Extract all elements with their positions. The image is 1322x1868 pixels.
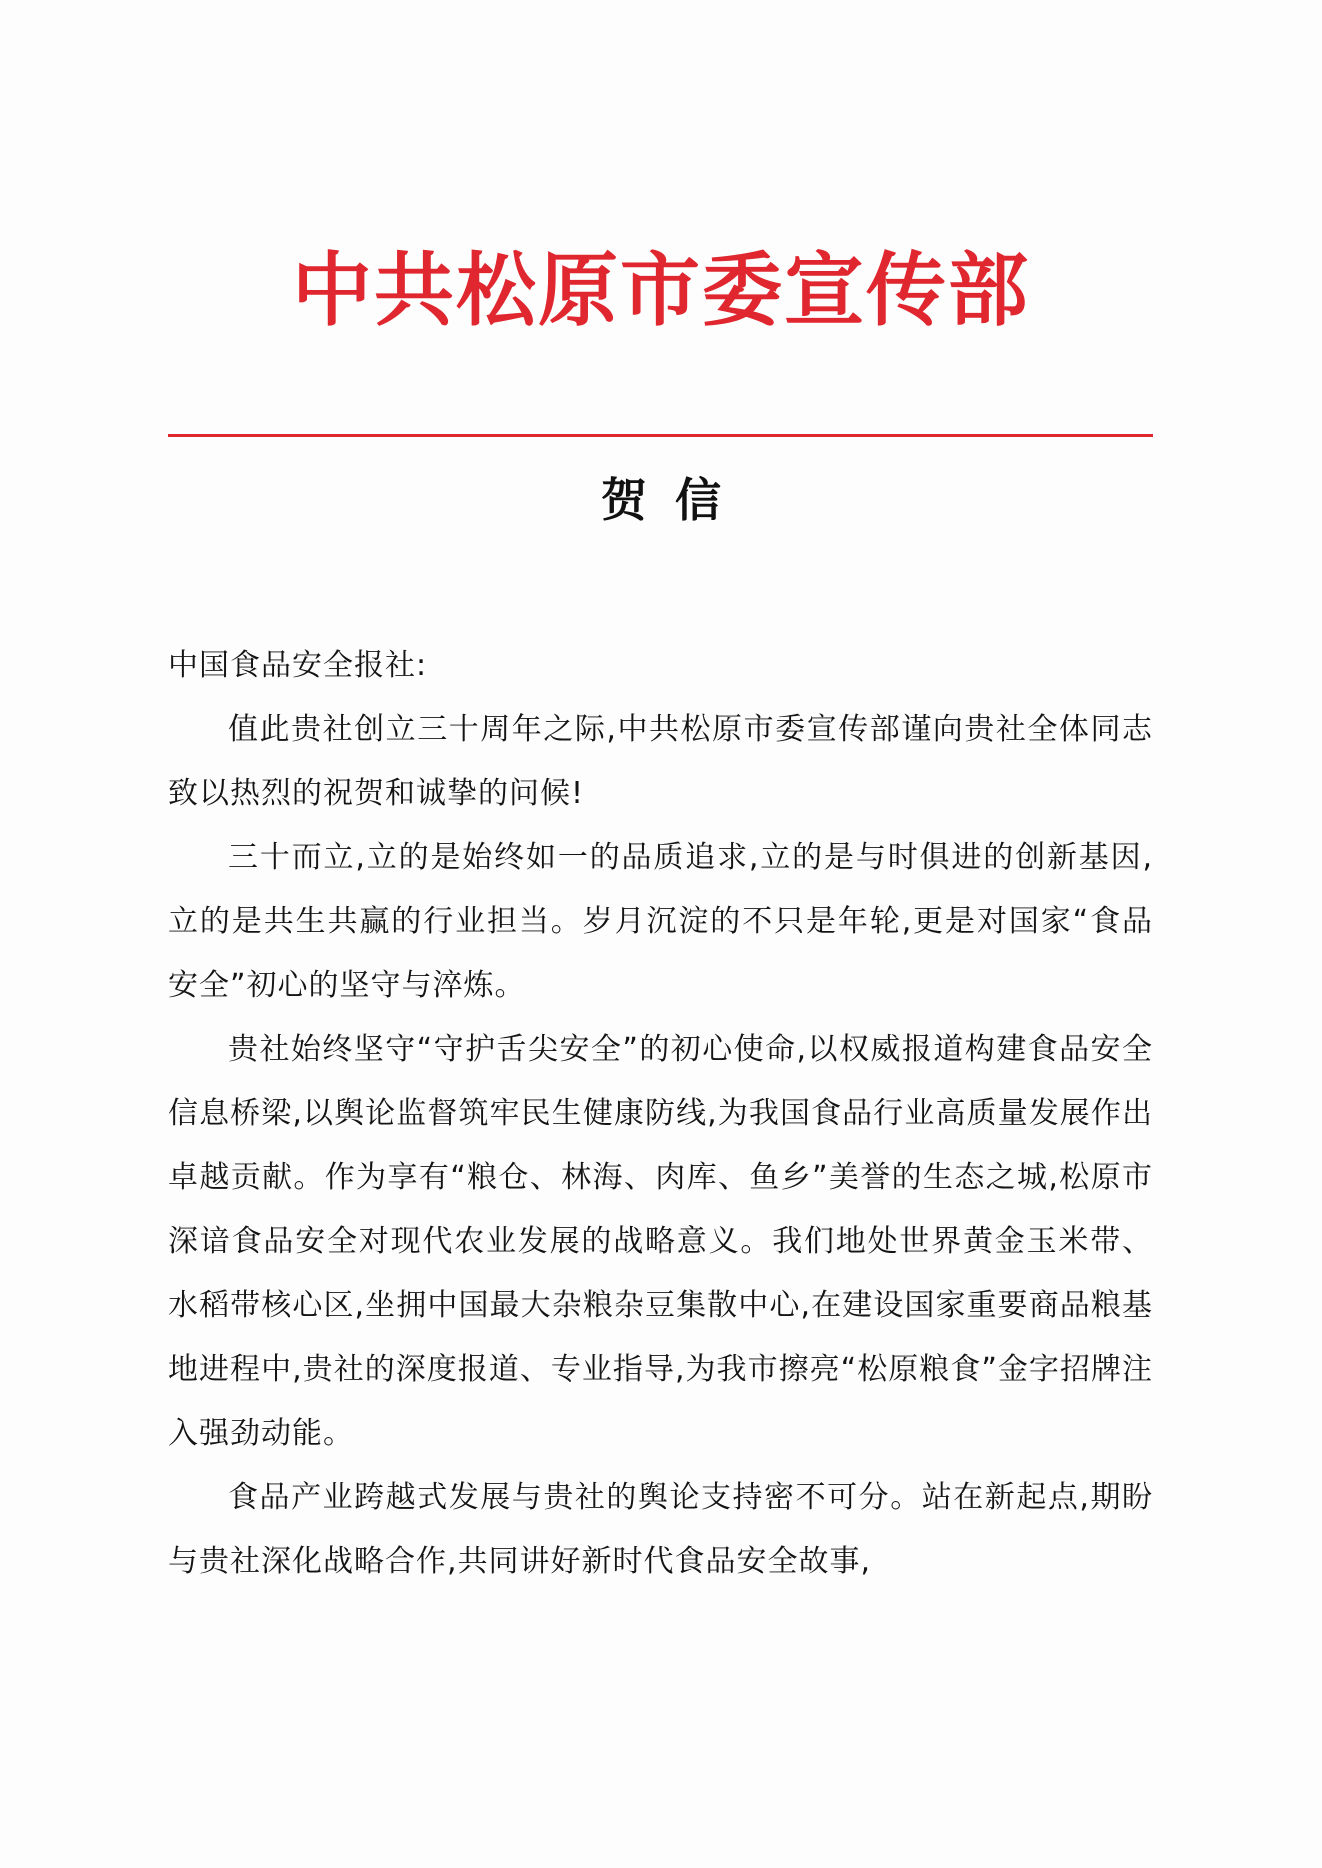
paragraph-congratulations: 值此贵社创立三十周年之际,中共松原市委宣传部谨向贵社全体同志致以热烈的祝贺和诚挚的问候! — [168, 712, 1153, 811]
paragraph-thirty-years: 三十而立,立的是始终如一的品质追求,立的是与时俱进的创新基因,立的是共生共赢的行业担当。岁月沉淀的不只是年轮,更是对国家“食品安全”初心的坚守与淬炼。 — [168, 840, 1153, 1003]
paragraph-contribution: 贵社始终坚守“守护舌尖安全”的初心使命,以权威报道构建食品安全信息桥梁,以舆论监督筑牢民生健康防线,为我国食品行业高质量发展作出卓越贡献。作为享有“粮仓、林海、肉库、鱼乡”美誉的生态之城,松原市深谙食品安全对现代农业发展的战略意义。我们地处世界黄金玉米带、水稻带核心区,坐拥中国最大杂粮杂豆集散中心,在建设国家重要商品粮基地进程中,贵社的深度报道、专业指导,为我市擦亮“松原粮食”金字招牌注入强劲动能。 — [168, 1032, 1153, 1451]
paragraph-cooperation: 食品产业跨越式发展与贵社的舆论支持密不可分。站在新起点,期盼与贵社深化战略合作,共同讲好新时代食品安全故事, — [168, 1480, 1153, 1579]
letterhead-divider — [168, 434, 1153, 437]
salutation: 中国食品安全报社: — [168, 648, 428, 683]
letter-body — [168, 634, 1153, 1594]
letter-title: 贺信 — [601, 473, 749, 527]
letterhead-organization: 中共松原市委宣传部 — [292, 243, 1030, 337]
